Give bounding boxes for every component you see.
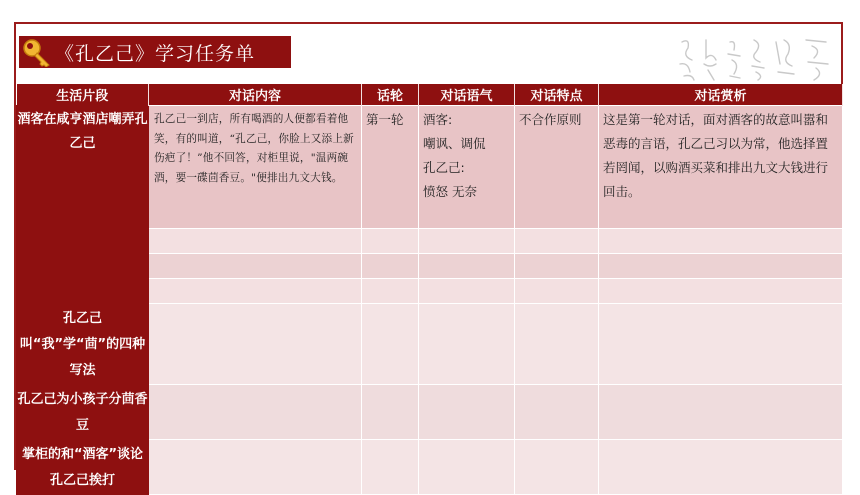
segment-cell: 掌柜的和“酒客”谈论孔乙己挨打: [17, 440, 149, 495]
analysis-text: 这是第一轮对话，面对酒客的故意叫嚣和恶毒的言语，孔乙己习以为常，他选择置若罔闻，以购酒买菜和排出九文大钱进行回击。: [603, 112, 829, 199]
page-title: 《孔乙己》学习任务单: [55, 42, 256, 65]
table-row: [17, 304, 843, 385]
table-row: [17, 106, 843, 229]
task-table: [16, 84, 843, 495]
tone-line: 孔乙己:: [423, 160, 465, 175]
header-segment: 生活片段: [17, 84, 149, 106]
tone-line: 酒客:: [423, 112, 453, 127]
calligraphy-decoration: [676, 34, 841, 82]
table-row: [17, 385, 843, 440]
table-header-row: [17, 84, 843, 106]
table-row: [17, 440, 843, 495]
header-analysis: 对话赏析: [599, 84, 843, 106]
segment-cell: 孔乙己叫“我”学“茴”的四种写法: [17, 304, 149, 385]
dialogue-text: 孔乙己一到店，所有喝酒的人便都看着他笑，有的叫道，“孔乙己，你脸上又添上新伤疤了！”他不回答，对柜里说，"温两碗酒，要一碟茴香豆。"便排出九文大钱。: [154, 113, 354, 184]
header-dialogue: 对话内容: [149, 84, 362, 106]
header-tone: 对话语气: [419, 84, 515, 106]
header-turn: 话轮: [362, 84, 419, 106]
tone-line: 嘲讽、调侃: [423, 136, 486, 151]
segment-cell: 孔乙己为小孩子分茴香豆: [17, 385, 149, 440]
title-banner: [19, 36, 291, 68]
header-feature: 对话特点: [515, 84, 599, 106]
segment-cell: 酒客在咸亨酒店嘲弄孔乙己: [17, 106, 149, 304]
tone-text: [419, 106, 514, 206]
feature-text: 不合作原则: [519, 112, 582, 127]
turn-text: 第一轮: [366, 112, 404, 127]
tone-line: 愤怒 无奈: [423, 184, 477, 199]
key-icon: [19, 36, 55, 68]
